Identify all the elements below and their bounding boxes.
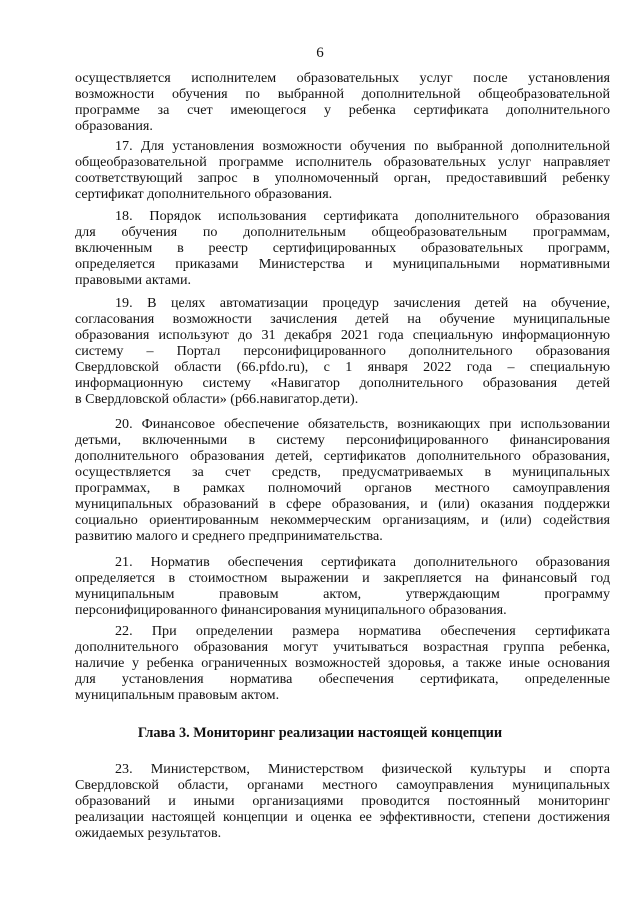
text-line: детьми, включенными в систему персонифицированного финансирования <box>75 432 610 448</box>
text-line: персонифицированного финансирования муниципального образования. <box>75 602 507 618</box>
text-line: муниципальным правовым актом. <box>75 687 280 703</box>
text-line: социально ориентированным некоммерческим организациям, и (или) содействия <box>75 512 610 528</box>
paragraph-22 <box>75 623 610 703</box>
text-line: 21. Норматив обеспечения сертификата дополнительного образования <box>115 554 610 570</box>
text-line: дополнительного образования могут учитываться возрастная группа ребенка, <box>75 639 610 655</box>
paragraph-19 <box>75 295 610 407</box>
text-line: программах, в рамках полномочий органов местного самоуправления <box>75 480 610 496</box>
text-line: дополнительного образования детей, сертификатов дополнительного образования, <box>75 448 610 464</box>
text-line: определяется приказами Министерства и муниципальными нормативными <box>75 256 610 272</box>
text-line: программе за счет имеющегося у ребенка сертификата дополнительного <box>75 102 610 118</box>
chapter-heading: Глава 3. Мониторинг реализации настоящей концепции <box>137 725 503 741</box>
text-line: муниципальным правовым актом, утверждающим программу <box>75 586 610 602</box>
text-line: согласования возможности зачисления детей на обучение муниципальные <box>75 311 610 327</box>
text-line: 23. Министерством, Министерством физической культуры и спорта <box>115 761 610 777</box>
paragraph-18 <box>75 208 610 288</box>
text-line: 22. При определении размера норматива обеспечения сертификата <box>115 623 610 639</box>
text-line: определяется в стоимостном выражении и закрепляется на финансовый год <box>75 570 610 586</box>
paragraph-16-continuation <box>75 70 610 134</box>
page-number: 6 <box>316 45 324 61</box>
text-line: соответствующий запрос в уполномоченный орган, предоставивший ребенку <box>75 170 610 186</box>
text-line: для установления норматива обеспечения сертификата, определенные <box>75 671 610 687</box>
text-line: включенным в реестр сертифицированных образовательных программ, <box>75 240 610 256</box>
paragraph-17 <box>75 138 610 202</box>
text-line: 19. В целях автоматизации процедур зачисления детей на обучение, <box>115 295 610 311</box>
text-line: сертификат дополнительного образования. <box>75 186 333 202</box>
text-line: Свердловской области, органами местного самоуправления муниципальных <box>75 777 610 793</box>
text-line: общеобразовательной программе исполнитель образовательных услуг направляет <box>75 154 610 170</box>
text-line: для обучения по дополнительным общеобразовательным программам, <box>75 224 610 240</box>
text-line: информационную систему «Навигатор дополнительного образования детей <box>75 375 610 391</box>
text-line: Свердловской области (66.pfdo.ru), с 1 января 2022 года – специальную <box>75 359 610 375</box>
text-line: наличие у ребенка ограниченных возможностей здоровья, а также иные основания <box>75 655 610 671</box>
text-line: правовыми актами. <box>75 272 192 288</box>
text-line: осуществляется за счет средств, предусматриваемых в муниципальных <box>75 464 610 480</box>
text-line: образований и иными организациями проводится постоянный мониторинг <box>75 793 610 809</box>
paragraph-20 <box>75 416 610 544</box>
text-line: возможности обучения по выбранной дополнительной общеобразовательной <box>75 86 610 102</box>
text-line: образования. <box>75 118 153 134</box>
text-line: осуществляется исполнителем образовательных услуг после установления <box>75 70 610 86</box>
paragraph-23 <box>75 761 610 841</box>
text-line: муниципальных образований в сфере образования, и (или) оказания поддержки <box>75 496 610 512</box>
text-line: в Свердловской области» (р66.навигатор.дети). <box>75 391 359 407</box>
text-line: 18. Порядок использования сертификата дополнительного образования <box>115 208 610 224</box>
text-line: ожидаемых результатов. <box>75 825 222 841</box>
text-line: развитию малого и среднего предпринимательства. <box>75 528 383 544</box>
text-line: образования используют до 31 декабря 2021 года специальную информационную <box>75 327 610 343</box>
text-line: 17. Для установления возможности обучения по выбранной дополнительной <box>115 138 610 154</box>
text-line: реализации настоящей концепции и оценка ее эффективности, степени достижения <box>75 809 610 825</box>
text-line: систему – Портал персонифицированного дополнительного образования <box>75 343 610 359</box>
paragraph-21 <box>75 554 610 618</box>
text-line: 20. Финансовое обеспечение обязательств, возникающих при использовании <box>115 416 610 432</box>
